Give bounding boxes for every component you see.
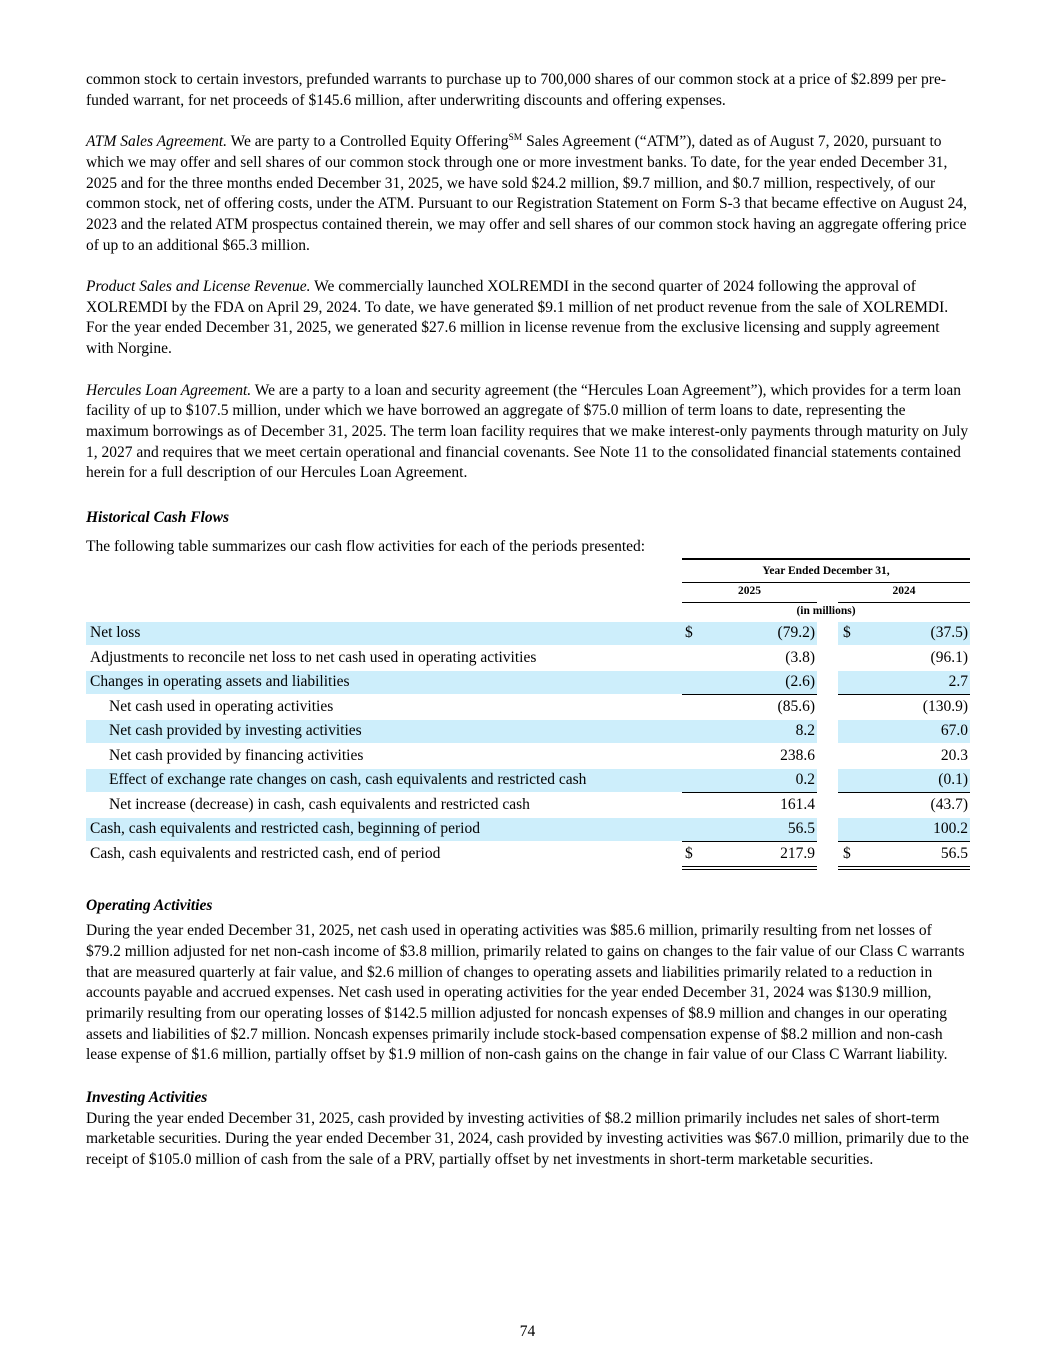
- offering-paragraph: common stock to certain investors, prefunded warrants to purchase up to 700,000 shares of our common stock at a price of $2.899 per pre-funded warrant, for net proceeds of $145.6 million, after underwriting discounts and offering expenses.: [86, 71, 947, 109]
- value-2025: (79.2): [777, 624, 815, 642]
- row-label: Net cash used in operating activities: [109, 697, 334, 715]
- value-2024: 2.7: [948, 673, 968, 691]
- value-2025: 0.2: [795, 771, 815, 789]
- atm-service-mark: SM: [508, 133, 523, 144]
- table-row: [86, 817, 970, 842]
- value-2025: 56.5: [787, 820, 815, 838]
- value-2024: 100.2: [933, 820, 968, 838]
- operating-paragraph: During the year ended December 31, 2025, net cash used in operating activities was $85.6 million, primarily resulting from net losses of $79.2 million adjusted for net non-cash income of $3.8 million, primarily related to gains on changes to the fair value of our Class C warrants that are measured quarterly at fair value, and $2.6 million of changes to operating assets and liabilities primarily related to a reduction in accounts payable and accrued expenses. Net cash used in operating activities for the year ended December 31, 2024 was $130.9 million, primarily resulting from our operating losses of $142.5 million adjusted for noncash expenses of $8.9 million and changes in our operating assets and liabilities of $2.7 million. Noncash expenses primarily include stock-based compensation expense of $8.2 million and non-cash lease expense of $1.6 million, partially offset by $1.9 million of non-cash gains on the change in fair value of our Class C Warrant liability.: [86, 922, 965, 1064]
- atm-text-2: Sales Agreement (“ATM”), dated as of August 7, 2020, pursuant to which we may offer and sell shares of our common stock through one or more investment banks. To date, for the year ended December 31, 2025 and for the three months ended December 31, 2025, we have sold $24.2 million, $9.7 million, and $0.7 million, respectively, of our common stock, net of offering costs, under the ATM. Pursuant to our Registration Statement on Form S-3 that became effective on August 24, 2023 and the related ATM prospectus contained therein, we may offer and sell shares of our common stock having an aggregate offering price of up to an additional $65.3 million.: [86, 133, 968, 254]
- hercules-title: Hercules Loan Agreement.: [86, 381, 252, 399]
- investing-heading: Investing Activities: [86, 1089, 208, 1107]
- value-2024: (130.9): [922, 697, 968, 715]
- value-2025: 8.2: [795, 722, 815, 740]
- row-label: Net increase (decrease) in cash, cash equivalents and restricted cash: [109, 795, 530, 813]
- product-paragraph: [86, 277, 970, 360]
- row-label: Cash, cash equivalents and restricted cash, beginning of period: [90, 820, 480, 838]
- cash-flows-heading: Historical Cash Flows: [86, 509, 229, 527]
- currency-symbol: $: [685, 624, 693, 642]
- table-row: [86, 621, 970, 646]
- row-label: Effect of exchange rate changes on cash, cash equivalents and restricted cash: [109, 771, 587, 789]
- product-title: Product Sales and License Revenue.: [86, 278, 311, 295]
- row-label: Net cash provided by investing activities: [109, 722, 362, 740]
- header-2024: 2024: [892, 585, 916, 598]
- page-content: [86, 70, 970, 1171]
- value-2024: 67.0: [940, 722, 968, 740]
- value-2025: (2.6): [785, 673, 815, 691]
- value-2025: 161.4: [780, 795, 815, 813]
- cash-flow-table: [86, 557, 970, 866]
- value-2025: 238.6: [780, 746, 815, 764]
- value-2025: 217.9: [780, 844, 815, 862]
- cash-flows-intro: The following table summarizes our cash flow activities for each of the periods presented:: [86, 537, 646, 555]
- atm-title: ATM Sales Agreement.: [86, 133, 228, 151]
- row-label: Cash, cash equivalents and restricted cash, end of period: [90, 844, 441, 862]
- table-header: [86, 557, 970, 621]
- product-text: We commercially launched XOLREMDI in the second quarter of 2024 following the approval of XOLREMDI by the FDA on April 29, 2024. To date, we have generated $9.1 million of net product revenue from the sale of XOLREMDI. For the year ended December 31, 2025, we generated $27.6 million in license revenue from the exclusive licensing and supply agreement with Norgine.: [86, 278, 949, 358]
- row-label: Net cash provided by financing activities: [109, 746, 364, 764]
- row-label: Net loss: [90, 624, 141, 642]
- hercules-paragraph: [86, 381, 970, 485]
- value-2024: 20.3: [940, 746, 968, 764]
- table-row: [86, 744, 970, 769]
- table-row: [86, 793, 970, 818]
- atm-paragraph: [86, 132, 970, 256]
- header-units: (in millions): [796, 605, 856, 618]
- currency-symbol: $: [843, 624, 851, 642]
- table-row: [86, 695, 970, 720]
- value-2024: (37.5): [930, 624, 968, 642]
- hercules-text: We are a party to a loan and security agreement (the “Hercules Loan Agreement”), which provides for a term loan facility of up to $107.5 million, under which we have borrowed an aggregate of $75.0 million of term loans to date, representing the maximum borrowings as of December 31, 2025. The term loan facility requires that we make interest-only payments through maturity on July 1, 2027 and requires that we meet certain operational and financial covenants. See Note 11 to the consolidated financial statements contained herein for a full description of our Hercules Loan Agreement.: [86, 381, 969, 482]
- investing-paragraph: During the year ended December 31, 2025, cash provided by investing activities of $8.2 million primarily includes net sales of short-term marketable securities. During the year ended December 31, 2024, cash provided by investing activities was $67.0 million, primarily due to the receipt of $105.0 million of cash from the sale of a PRV, partially offset by net investments in short-term marketable securities.: [86, 1109, 969, 1169]
- value-2024: 56.5: [940, 844, 968, 862]
- table-row: [86, 670, 970, 695]
- value-2024: (0.1): [938, 771, 968, 789]
- value-2025: (3.8): [785, 648, 815, 666]
- currency-symbol: $: [843, 844, 851, 862]
- table-row: [86, 768, 970, 793]
- table-row: [86, 842, 970, 867]
- table-row: [86, 719, 970, 744]
- value-2025: (85.6): [777, 697, 815, 715]
- value-2024: (96.1): [930, 648, 968, 666]
- header-period: Year Ended December 31,: [762, 565, 890, 578]
- row-label: Adjustments to reconcile net loss to net cash used in operating activities: [90, 648, 537, 666]
- atm-text-1: We are party to a Controlled Equity Offering: [227, 133, 509, 151]
- row-label: Changes in operating assets and liabilities: [90, 673, 350, 691]
- table-row: [86, 646, 970, 671]
- currency-symbol: $: [685, 844, 693, 862]
- page-number: 74: [519, 1323, 536, 1340]
- value-2024: (43.7): [930, 795, 968, 813]
- operating-heading: Operating Activities: [86, 897, 213, 915]
- header-2025: 2025: [738, 585, 761, 598]
